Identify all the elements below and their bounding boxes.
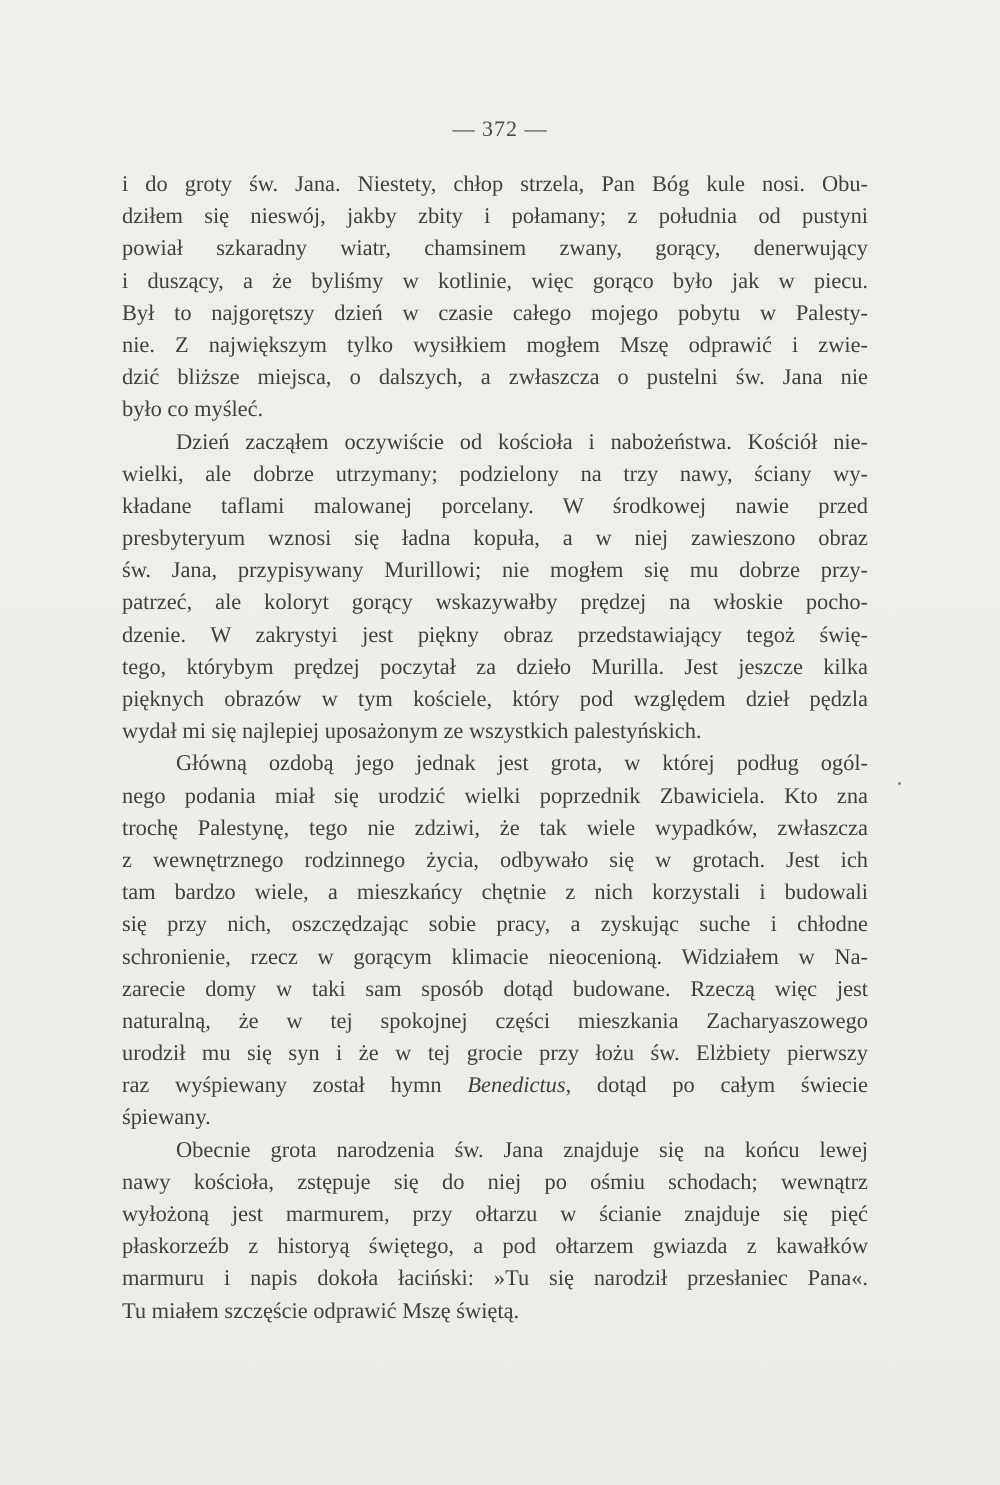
text-line: urodził mu się syn i że w tej grocie przy łożu św. Elżbiety pierwszy	[122, 1040, 868, 1066]
text-line: tam bardzo wiele, a mieszkańcy chętnie z nich korzystali i budowali	[122, 879, 868, 905]
paragraph-2	[122, 426, 868, 748]
text-line: trochę Palestynę, tego nie zdziwi, że tak wiele wypadków, zwłaszcza	[122, 814, 868, 840]
text-line: tego, którybym prędzej poczytał za dzieło Murilla. Jest jeszcze kilka	[122, 653, 868, 679]
text-line: Dzień zacząłem oczywiście od kościoła i nabożeństwa. Kościół nie-	[176, 428, 868, 454]
text-line: nawy kościoła, zstępuje się do niej po ośmiu schodach; wewnątrz	[122, 1168, 868, 1194]
text-line: z wewnętrznego rodzinnego życia, odbywało się w grotach. Jest ich	[122, 846, 868, 872]
text-line: kładane taflami malowanej porcelany. W środkowej nawie przed	[122, 492, 868, 518]
text-line: marmuru i napis dokoła łaciński: »Tu się narodził przesłaniec Pana«.	[122, 1265, 868, 1291]
text-line: św. Jana, przypisywany Murillowi; nie mogłem się mu dobrze przy-	[122, 557, 868, 583]
text-line: nego podania miał się urodzić wielki poprzednik Zbawiciela. Kto zna	[122, 782, 868, 808]
body-text	[122, 168, 868, 1327]
text-line: płaskorzeźb z historyą świętego, a pod ołtarzem gwiazda z kawałków	[122, 1233, 868, 1259]
text-line: Był to najgorętszy dzień w czasie całego mojego pobytu w Palesty-	[122, 299, 868, 325]
text-line: Obecnie grota narodzenia św. Jana znajduje się na końcu lewej	[176, 1136, 868, 1162]
text-line: i duszący, a że byliśmy w kotlinie, więc gorąco było jak w piecu.	[122, 267, 868, 293]
text-line: dziłem się nieswój, jakby zbity i połamany; z południa od pustyni	[122, 203, 868, 229]
text-line: było co myśleć.	[122, 396, 264, 422]
text-line: presbyteryum wznosi się ładna kopuła, a w niej zawieszono obraz	[122, 525, 868, 551]
page-number: — 372 —	[452, 116, 548, 141]
text-line: dzić bliższe miejsca, o dalszych, a zwłaszcza o pustelni św. Jana nie	[122, 364, 868, 390]
text-line: raz wyśpiewany został hymn Benedictus, dotąd po całym świecie	[122, 1072, 868, 1098]
paragraph-3	[122, 747, 868, 1133]
paragraph-1	[122, 168, 868, 426]
text-line: Tu miałem szczęście odprawić Mszę świętą.	[122, 1297, 520, 1323]
text-line: śpiewany.	[122, 1104, 211, 1130]
text-line: dzenie. W zakrystyi jest piękny obraz przedstawiający tegoż świę-	[122, 621, 868, 647]
text-line: wyłożoną jest marmurem, przy ołtarzu w ścianie znajduje się pięć	[122, 1201, 868, 1226]
text-line: zarecie domy w taki sam sposób dotąd budowane. Rzeczą więc jest	[122, 975, 868, 1001]
text-line: pięknych obrazów w tym kościele, który pod względem dzieł pędzla	[122, 686, 868, 711]
text-line: patrzeć, ale koloryt gorący wskazywałby prędzej na włoskie pocho-	[122, 589, 868, 615]
text-line: wydał mi się najlepiej uposażonym ze wszystkich palestyńskich.	[122, 718, 702, 744]
paragraph-4	[122, 1134, 868, 1327]
text-line: się przy nich, oszczędzając sobie pracy, a zyskując suche i chłodne	[122, 911, 868, 937]
text-line: Główną ozdobą jego jednak jest grota, w której podług ogól-	[176, 750, 868, 776]
ink-speck	[898, 782, 901, 785]
text-line: wielki, ale dobrze utrzymany; podzielony na trzy nawy, ściany wy-	[122, 460, 868, 486]
text-line: nie. Z największym tylko wysiłkiem mogłem Mszę odprawić i zwie-	[122, 331, 868, 357]
text-line: powiał szkaradny wiatr, chamsinem zwany, gorący, denerwujący	[122, 235, 868, 261]
italic-title: Benedictus	[467, 1072, 566, 1098]
text-line: naturalną, że w tej spokojnej części mieszkania Zacharyaszowego	[122, 1007, 868, 1033]
text-line: i do groty św. Jana. Niestety, chłop strzela, Pan Bóg kule nosi. Obu-	[122, 171, 868, 196]
text-line: schronienie, rzecz w gorącym klimacie nieocenioną. Widziałem w Na-	[122, 943, 868, 969]
